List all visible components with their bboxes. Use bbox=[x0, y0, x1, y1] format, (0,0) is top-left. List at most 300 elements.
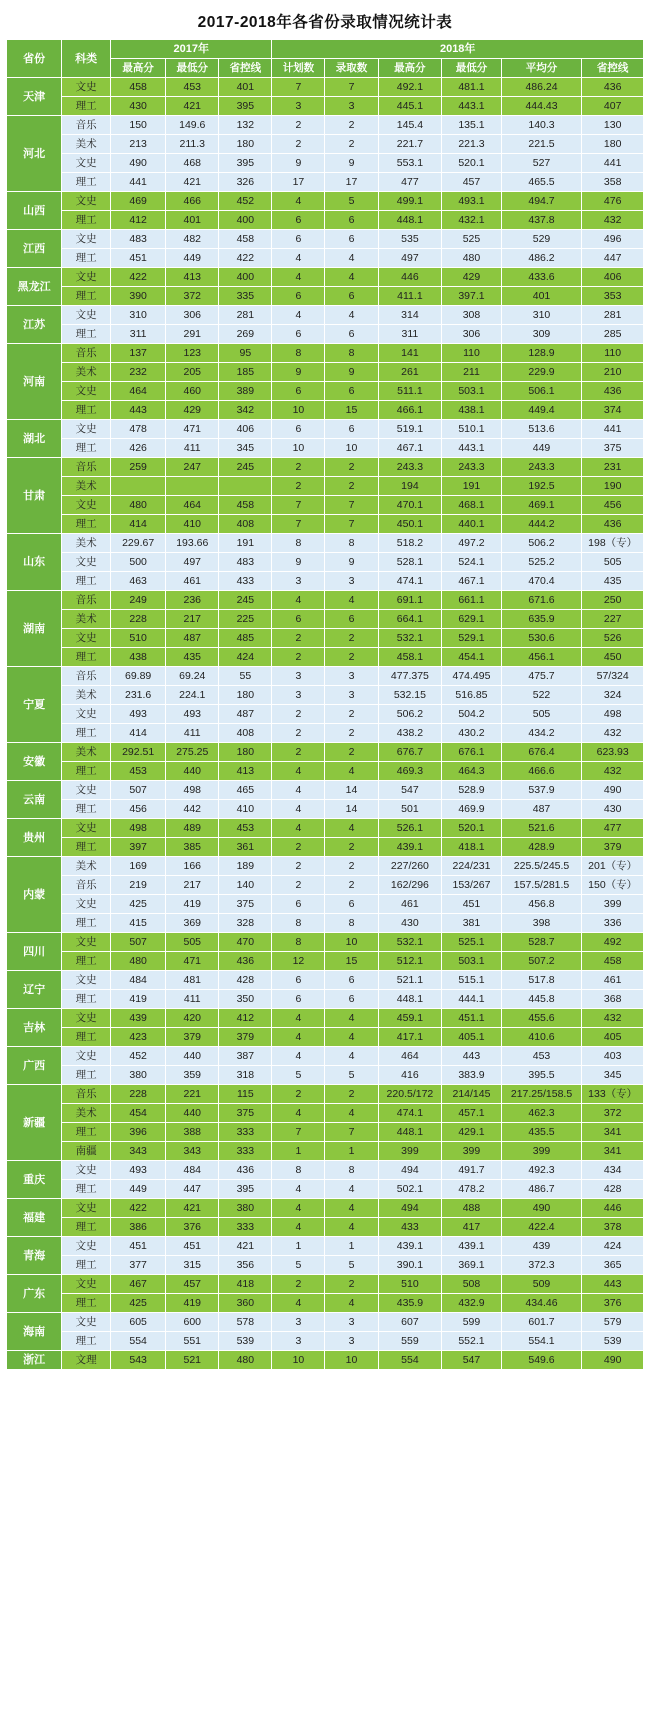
value-cell: 513.6 bbox=[501, 420, 582, 439]
value-cell: 397.1 bbox=[442, 287, 501, 306]
category-cell: 文史 bbox=[62, 154, 111, 173]
value-cell: 3 bbox=[325, 1313, 378, 1332]
value-cell: 429 bbox=[166, 401, 219, 420]
province-cell: 江西 bbox=[7, 230, 62, 268]
value-cell: 4 bbox=[325, 1047, 378, 1066]
value-cell: 453 bbox=[111, 762, 166, 781]
value-cell: 456.1 bbox=[501, 648, 582, 667]
value-cell: 490 bbox=[582, 1351, 644, 1370]
value-cell: 180 bbox=[219, 135, 272, 154]
value-cell: 341 bbox=[582, 1142, 644, 1161]
value-cell: 232 bbox=[111, 363, 166, 382]
province-cell: 云南 bbox=[7, 781, 62, 819]
category-cell: 文理 bbox=[62, 1351, 111, 1370]
value-cell: 115 bbox=[219, 1085, 272, 1104]
value-cell: 525 bbox=[442, 230, 501, 249]
value-cell: 439.1 bbox=[378, 1237, 442, 1256]
value-cell: 221 bbox=[166, 1085, 219, 1104]
value-cell: 506.1 bbox=[501, 382, 582, 401]
value-cell: 439 bbox=[111, 1009, 166, 1028]
value-cell: 157.5/281.5 bbox=[501, 876, 582, 895]
table-row bbox=[7, 534, 644, 553]
value-cell: 480 bbox=[111, 496, 166, 515]
value-cell: 1 bbox=[272, 1142, 325, 1161]
table-row bbox=[7, 1047, 644, 1066]
value-cell: 432.1 bbox=[442, 211, 501, 230]
value-cell: 470.1 bbox=[378, 496, 442, 515]
value-cell: 2 bbox=[272, 724, 325, 743]
value-cell: 180 bbox=[219, 743, 272, 762]
province-cell: 内蒙 bbox=[7, 857, 62, 933]
value-cell: 8 bbox=[325, 534, 378, 553]
value-cell: 6 bbox=[272, 610, 325, 629]
value-cell: 605 bbox=[111, 1313, 166, 1332]
value-cell: 4 bbox=[272, 1028, 325, 1047]
value-cell: 539 bbox=[219, 1332, 272, 1351]
value-cell: 8 bbox=[272, 534, 325, 553]
value-cell: 433.6 bbox=[501, 268, 582, 287]
province-cell: 海南 bbox=[7, 1313, 62, 1351]
category-cell: 文史 bbox=[62, 1275, 111, 1294]
value-cell: 356 bbox=[219, 1256, 272, 1275]
value-cell: 4 bbox=[325, 591, 378, 610]
value-cell: 401 bbox=[501, 287, 582, 306]
value-cell: 9 bbox=[325, 363, 378, 382]
table-row bbox=[7, 325, 644, 344]
value-cell: 438.1 bbox=[442, 401, 501, 420]
value-cell: 434.2 bbox=[501, 724, 582, 743]
value-cell: 2 bbox=[325, 857, 378, 876]
value-cell: 465.5 bbox=[501, 173, 582, 192]
value-cell: 261 bbox=[378, 363, 442, 382]
value-cell: 4 bbox=[272, 1009, 325, 1028]
value-cell: 217.25/158.5 bbox=[501, 1085, 582, 1104]
value-cell: 512.1 bbox=[378, 952, 442, 971]
value-cell: 8 bbox=[325, 1161, 378, 1180]
category-cell: 理工 bbox=[62, 1066, 111, 1085]
value-cell: 2 bbox=[272, 1085, 325, 1104]
value-cell: 345 bbox=[219, 439, 272, 458]
value-cell: 192.5 bbox=[501, 477, 582, 496]
table-row bbox=[7, 629, 644, 648]
value-cell: 359 bbox=[166, 1066, 219, 1085]
value-cell: 547 bbox=[378, 781, 442, 800]
category-cell: 理工 bbox=[62, 952, 111, 971]
value-cell: 190 bbox=[582, 477, 644, 496]
value-cell: 400 bbox=[219, 268, 272, 287]
value-cell: 451.1 bbox=[442, 1009, 501, 1028]
category-cell: 理工 bbox=[62, 800, 111, 819]
value-cell: 3 bbox=[325, 686, 378, 705]
value-cell: 180 bbox=[582, 135, 644, 154]
value-cell: 360 bbox=[219, 1294, 272, 1313]
value-cell: 245 bbox=[219, 458, 272, 477]
value-cell: 379 bbox=[219, 1028, 272, 1047]
category-cell: 文史 bbox=[62, 895, 111, 914]
value-cell: 9 bbox=[272, 363, 325, 382]
value-cell: 432 bbox=[582, 1009, 644, 1028]
value-cell: 543 bbox=[111, 1351, 166, 1370]
value-cell: 422 bbox=[111, 268, 166, 287]
value-cell: 505 bbox=[501, 705, 582, 724]
value-cell: 486.24 bbox=[501, 78, 582, 97]
value-cell: 379 bbox=[582, 838, 644, 857]
value-cell: 3 bbox=[272, 1313, 325, 1332]
value-cell: 4 bbox=[272, 306, 325, 325]
value-cell: 387 bbox=[219, 1047, 272, 1066]
table-row bbox=[7, 1218, 644, 1237]
value-cell: 497 bbox=[378, 249, 442, 268]
table-row bbox=[7, 154, 644, 173]
value-cell: 467.1 bbox=[442, 572, 501, 591]
value-cell: 128.9 bbox=[501, 344, 582, 363]
value-cell: 243.3 bbox=[378, 458, 442, 477]
header-group-2017: 2017年 bbox=[111, 40, 272, 59]
table-row bbox=[7, 724, 644, 743]
value-cell: 243.3 bbox=[442, 458, 501, 477]
value-cell: 490 bbox=[501, 1199, 582, 1218]
value-cell: 498 bbox=[582, 705, 644, 724]
table-row bbox=[7, 1351, 644, 1370]
value-cell: 395 bbox=[219, 154, 272, 173]
value-cell: 429.1 bbox=[442, 1123, 501, 1142]
category-cell: 理工 bbox=[62, 724, 111, 743]
value-cell: 375 bbox=[219, 1104, 272, 1123]
category-cell: 美术 bbox=[62, 135, 111, 154]
value-cell: 379 bbox=[166, 1028, 219, 1047]
category-cell: 美术 bbox=[62, 1104, 111, 1123]
category-cell: 音乐 bbox=[62, 667, 111, 686]
category-cell: 南疆 bbox=[62, 1142, 111, 1161]
value-cell: 6 bbox=[325, 325, 378, 344]
value-cell: 169 bbox=[111, 857, 166, 876]
value-cell: 671.6 bbox=[501, 591, 582, 610]
value-cell: 537.9 bbox=[501, 781, 582, 800]
value-cell: 4 bbox=[272, 1180, 325, 1199]
value-cell: 217 bbox=[166, 876, 219, 895]
value-cell: 10 bbox=[272, 439, 325, 458]
value-cell: 326 bbox=[219, 173, 272, 192]
category-cell: 文史 bbox=[62, 268, 111, 287]
value-cell: 229.9 bbox=[501, 363, 582, 382]
value-cell: 441 bbox=[582, 420, 644, 439]
category-cell: 理工 bbox=[62, 762, 111, 781]
value-cell: 2 bbox=[272, 477, 325, 496]
value-cell: 6 bbox=[325, 382, 378, 401]
value-cell: 447 bbox=[582, 249, 644, 268]
table-row bbox=[7, 819, 644, 838]
value-cell: 579 bbox=[582, 1313, 644, 1332]
value-cell: 5 bbox=[325, 1066, 378, 1085]
value-cell: 664.1 bbox=[378, 610, 442, 629]
province-cell: 江苏 bbox=[7, 306, 62, 344]
table-row bbox=[7, 610, 644, 629]
table-row bbox=[7, 933, 644, 952]
category-cell: 理工 bbox=[62, 325, 111, 344]
value-cell: 676.4 bbox=[501, 743, 582, 762]
value-cell: 553.1 bbox=[378, 154, 442, 173]
value-cell: 369.1 bbox=[442, 1256, 501, 1275]
table-row bbox=[7, 249, 644, 268]
value-cell: 455.6 bbox=[501, 1009, 582, 1028]
table-row bbox=[7, 591, 644, 610]
value-cell: 422.4 bbox=[501, 1218, 582, 1237]
value-cell: 140.3 bbox=[501, 116, 582, 135]
value-cell: 428.9 bbox=[501, 838, 582, 857]
value-cell: 395 bbox=[219, 97, 272, 116]
table-row bbox=[7, 116, 644, 135]
value-cell: 3 bbox=[272, 686, 325, 705]
value-cell: 2 bbox=[272, 743, 325, 762]
category-cell: 美术 bbox=[62, 363, 111, 382]
value-cell: 517.8 bbox=[501, 971, 582, 990]
value-cell: 8 bbox=[272, 1161, 325, 1180]
value-cell: 629.1 bbox=[442, 610, 501, 629]
province-cell: 广西 bbox=[7, 1047, 62, 1085]
category-cell: 美术 bbox=[62, 857, 111, 876]
value-cell: 440 bbox=[166, 762, 219, 781]
value-cell: 399 bbox=[378, 1142, 442, 1161]
value-cell: 406 bbox=[582, 268, 644, 287]
value-cell: 437.8 bbox=[501, 211, 582, 230]
value-cell: 493 bbox=[166, 705, 219, 724]
value-cell: 388 bbox=[166, 1123, 219, 1142]
value-cell: 471 bbox=[166, 420, 219, 439]
table-row bbox=[7, 173, 644, 192]
value-cell: 281 bbox=[582, 306, 644, 325]
value-cell: 449 bbox=[166, 249, 219, 268]
header-2017-line: 省控线 bbox=[219, 59, 272, 78]
value-cell: 345 bbox=[582, 1066, 644, 1085]
value-cell: 429 bbox=[442, 268, 501, 287]
value-cell: 6 bbox=[325, 610, 378, 629]
category-cell: 文史 bbox=[62, 1161, 111, 1180]
value-cell: 193.66 bbox=[166, 534, 219, 553]
value-cell: 494.7 bbox=[501, 192, 582, 211]
value-cell: 464 bbox=[111, 382, 166, 401]
value-cell: 480 bbox=[442, 249, 501, 268]
value-cell: 554 bbox=[378, 1351, 442, 1370]
value-cell: 423 bbox=[111, 1028, 166, 1047]
value-cell: 430 bbox=[582, 800, 644, 819]
value-cell: 421 bbox=[166, 1199, 219, 1218]
value-cell: 12 bbox=[272, 952, 325, 971]
value-cell: 2 bbox=[272, 116, 325, 135]
value-cell: 10 bbox=[272, 401, 325, 420]
value-cell: 466 bbox=[166, 192, 219, 211]
value-cell: 433 bbox=[219, 572, 272, 591]
category-cell: 理工 bbox=[62, 401, 111, 420]
value-cell: 140 bbox=[219, 876, 272, 895]
value-cell: 353 bbox=[582, 287, 644, 306]
value-cell: 434.46 bbox=[501, 1294, 582, 1313]
value-cell: 445.8 bbox=[501, 990, 582, 1009]
value-cell: 2 bbox=[272, 705, 325, 724]
value-cell: 245 bbox=[219, 591, 272, 610]
value-cell: 521.1 bbox=[378, 971, 442, 990]
value-cell: 518.2 bbox=[378, 534, 442, 553]
value-cell: 444.43 bbox=[501, 97, 582, 116]
value-cell: 328 bbox=[219, 914, 272, 933]
value-cell: 499.1 bbox=[378, 192, 442, 211]
header-2018-avg: 平均分 bbox=[501, 59, 582, 78]
value-cell: 453 bbox=[219, 819, 272, 838]
value-cell: 6 bbox=[272, 230, 325, 249]
category-cell: 理工 bbox=[62, 211, 111, 230]
value-cell: 469.1 bbox=[501, 496, 582, 515]
table-row bbox=[7, 1066, 644, 1085]
value-cell: 7 bbox=[272, 78, 325, 97]
value-cell: 401 bbox=[219, 78, 272, 97]
value-cell: 475.7 bbox=[501, 667, 582, 686]
province-cell: 宁夏 bbox=[7, 667, 62, 743]
value-cell: 432.9 bbox=[442, 1294, 501, 1313]
value-cell: 430 bbox=[111, 97, 166, 116]
value-cell: 485 bbox=[219, 629, 272, 648]
category-cell: 音乐 bbox=[62, 876, 111, 895]
value-cell: 421 bbox=[166, 173, 219, 192]
value-cell: 389 bbox=[219, 382, 272, 401]
value-cell: 395.5 bbox=[501, 1066, 582, 1085]
category-cell: 文史 bbox=[62, 192, 111, 211]
value-cell: 211 bbox=[442, 363, 501, 382]
table-row bbox=[7, 1294, 644, 1313]
header-2018-max: 最高分 bbox=[378, 59, 442, 78]
value-cell: 532.1 bbox=[378, 933, 442, 952]
value-cell: 150 bbox=[111, 116, 166, 135]
value-cell: 5 bbox=[325, 192, 378, 211]
value-cell: 424 bbox=[582, 1237, 644, 1256]
value-cell: 269 bbox=[219, 325, 272, 344]
province-cell: 四川 bbox=[7, 933, 62, 971]
value-cell: 449.4 bbox=[501, 401, 582, 420]
province-cell: 湖北 bbox=[7, 420, 62, 458]
value-cell: 375 bbox=[582, 439, 644, 458]
value-cell: 469.3 bbox=[378, 762, 442, 781]
table-row bbox=[7, 553, 644, 572]
value-cell: 380 bbox=[111, 1066, 166, 1085]
value-cell: 315 bbox=[166, 1256, 219, 1275]
value-cell: 335 bbox=[219, 287, 272, 306]
value-cell: 492 bbox=[582, 933, 644, 952]
value-cell: 399 bbox=[501, 1142, 582, 1161]
value-cell: 6 bbox=[272, 382, 325, 401]
value-cell: 506.2 bbox=[378, 705, 442, 724]
value-cell: 228 bbox=[111, 610, 166, 629]
value-cell: 529 bbox=[501, 230, 582, 249]
table-row bbox=[7, 952, 644, 971]
value-cell: 477 bbox=[378, 173, 442, 192]
value-cell: 4 bbox=[325, 268, 378, 287]
value-cell: 492.3 bbox=[501, 1161, 582, 1180]
value-cell: 432 bbox=[582, 724, 644, 743]
value-cell: 505 bbox=[166, 933, 219, 952]
value-cell: 477 bbox=[582, 819, 644, 838]
table-row bbox=[7, 1199, 644, 1218]
value-cell: 432 bbox=[582, 211, 644, 230]
value-cell: 225 bbox=[219, 610, 272, 629]
value-cell: 4 bbox=[272, 1199, 325, 1218]
value-cell: 466.6 bbox=[501, 762, 582, 781]
value-cell: 443 bbox=[111, 401, 166, 420]
category-cell: 文史 bbox=[62, 1047, 111, 1066]
value-cell: 498 bbox=[166, 781, 219, 800]
value-cell: 406 bbox=[219, 420, 272, 439]
value-cell: 141 bbox=[378, 344, 442, 363]
value-cell: 456 bbox=[582, 496, 644, 515]
value-cell: 520.1 bbox=[442, 819, 501, 838]
value-cell: 498 bbox=[111, 819, 166, 838]
province-cell: 辽宁 bbox=[7, 971, 62, 1009]
value-cell: 487 bbox=[219, 705, 272, 724]
value-cell: 5 bbox=[272, 1256, 325, 1275]
value-cell: 2 bbox=[325, 1085, 378, 1104]
value-cell: 4 bbox=[325, 249, 378, 268]
value-cell: 2 bbox=[325, 629, 378, 648]
value-cell: 444.2 bbox=[501, 515, 582, 534]
value-cell: 435.9 bbox=[378, 1294, 442, 1313]
category-cell: 理工 bbox=[62, 287, 111, 306]
value-cell: 486.2 bbox=[501, 249, 582, 268]
value-cell: 422 bbox=[111, 1199, 166, 1218]
value-cell: 7 bbox=[325, 496, 378, 515]
table-row bbox=[7, 971, 644, 990]
category-cell: 理工 bbox=[62, 572, 111, 591]
value-cell: 95 bbox=[219, 344, 272, 363]
table-row bbox=[7, 667, 644, 686]
value-cell: 411.1 bbox=[378, 287, 442, 306]
value-cell: 198（专） bbox=[582, 534, 644, 553]
province-cell: 贵州 bbox=[7, 819, 62, 857]
value-cell: 428 bbox=[219, 971, 272, 990]
value-cell: 487 bbox=[501, 800, 582, 819]
value-cell: 214/145 bbox=[442, 1085, 501, 1104]
value-cell: 250 bbox=[582, 591, 644, 610]
value-cell: 213 bbox=[111, 135, 166, 154]
value-cell: 510.1 bbox=[442, 420, 501, 439]
value-cell: 446 bbox=[378, 268, 442, 287]
value-cell: 3 bbox=[272, 572, 325, 591]
value-cell: 497 bbox=[166, 553, 219, 572]
value-cell: 4 bbox=[325, 762, 378, 781]
value-cell: 219 bbox=[111, 876, 166, 895]
value-cell: 468 bbox=[166, 154, 219, 173]
header-2017-min: 最低分 bbox=[166, 59, 219, 78]
value-cell: 1 bbox=[272, 1237, 325, 1256]
value-cell: 460 bbox=[166, 382, 219, 401]
value-cell: 480 bbox=[219, 1351, 272, 1370]
value-cell: 372 bbox=[166, 287, 219, 306]
value-cell: 456 bbox=[111, 800, 166, 819]
category-cell: 理工 bbox=[62, 1332, 111, 1351]
value-cell: 441 bbox=[582, 154, 644, 173]
category-cell: 音乐 bbox=[62, 1085, 111, 1104]
value-cell: 229.67 bbox=[111, 534, 166, 553]
province-cell: 吉林 bbox=[7, 1009, 62, 1047]
value-cell: 500 bbox=[111, 553, 166, 572]
value-cell: 506.2 bbox=[501, 534, 582, 553]
value-cell: 4 bbox=[325, 1218, 378, 1237]
value-cell: 227 bbox=[582, 610, 644, 629]
value-cell: 466.1 bbox=[378, 401, 442, 420]
table-row bbox=[7, 743, 644, 762]
value-cell: 6 bbox=[325, 895, 378, 914]
value-cell: 436 bbox=[582, 78, 644, 97]
value-cell: 476 bbox=[582, 192, 644, 211]
value-cell: 458 bbox=[219, 496, 272, 515]
value-cell: 442 bbox=[166, 800, 219, 819]
value-cell: 4 bbox=[272, 1294, 325, 1313]
